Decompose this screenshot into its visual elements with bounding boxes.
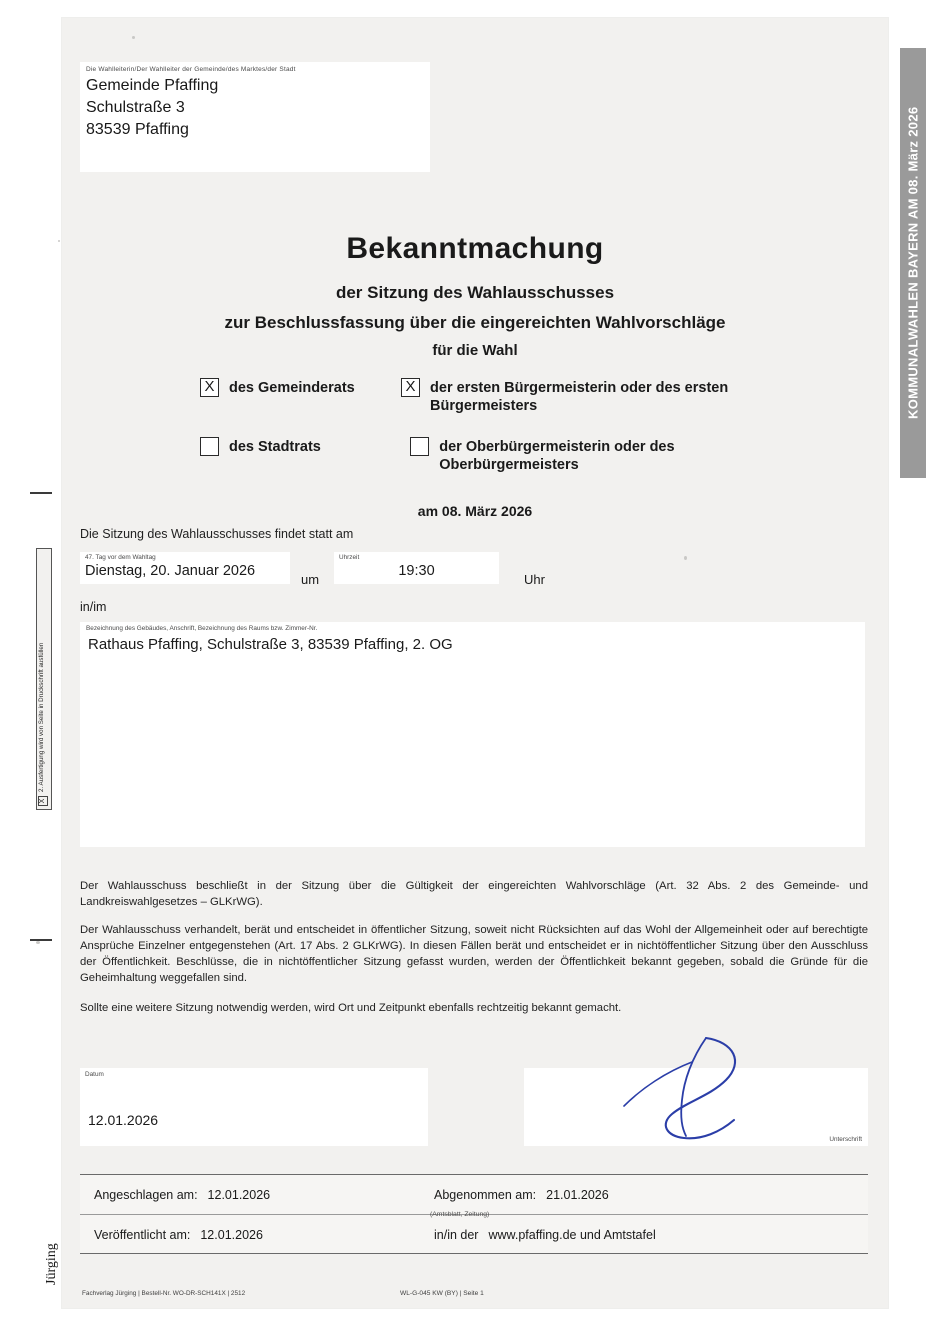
paragraph-3: Sollte eine weitere Sitzung notwendig werden, wird Ort und Zeitpunkt ebenfalls rechtzeitig bekannt gemacht. xyxy=(80,1002,622,1014)
address-line-2: Schulstraße 3 xyxy=(86,99,185,117)
election-date: am 08. März 2026 xyxy=(417,503,533,519)
session-intro: Die Sitzung des Wahlausschusses findet statt am xyxy=(80,527,354,541)
option-gemeinderat-label: des Gemeinderats xyxy=(229,380,355,396)
session-time-value: 19:30 xyxy=(398,563,435,579)
sender-address-block xyxy=(80,62,430,172)
session-time-hint: Uhrzeit xyxy=(339,554,360,561)
publication-note: (Amtsblatt, Zeitung) xyxy=(430,1211,490,1218)
vertical-banner-kommunalwahlen: KOMMUNALWAHLEN BAYERN AM 08. März 2026 xyxy=(900,48,926,478)
row2-col2 xyxy=(420,1228,656,1242)
option-row-1 xyxy=(200,378,740,415)
address-hint: Die Wahlleiterin/Der Wahlleiter der Gemeinde/des Marktes/der Stadt xyxy=(86,66,296,73)
signature-date-value: 12.01.2026 xyxy=(88,1112,159,1128)
address-line-3: 83539 Pfaffing xyxy=(86,121,189,139)
subtitle-2: zur Beschlussfassung über die eingereichten Wahlvorschläge xyxy=(224,313,726,332)
fold-mark xyxy=(30,939,52,941)
table-row xyxy=(80,1214,868,1254)
label-uhr: Uhr xyxy=(524,572,545,587)
option-erste-buergermeisterin-label: der ersten Bürgermeisterin oder des ersten Bürgermeisters xyxy=(430,380,729,415)
option-erste-buergermeisterin[interactable] xyxy=(401,378,740,415)
left-note-checkbox[interactable]: X xyxy=(38,796,48,806)
scan-speck xyxy=(36,941,40,944)
publisher-logo xyxy=(44,1215,66,1285)
session-day-hint: 47. Tag vor dem Wahltag xyxy=(85,554,156,561)
publisher-logo-text: Jürging xyxy=(44,1243,59,1285)
row1-value-1: 12.01.2026 xyxy=(207,1187,271,1202)
row1-label-1: Angeschlagen am: xyxy=(94,1187,198,1202)
row1-col2 xyxy=(420,1188,609,1202)
option-stadtrat[interactable] xyxy=(200,437,410,474)
row2-value-2: www.pfaffing.de und Amtstafel xyxy=(488,1227,656,1242)
footer-center: WL-G-045 KW (BY) | Seite 1 xyxy=(400,1290,484,1297)
signature-caption: Unterschrift xyxy=(829,1136,862,1143)
signature-field[interactable] xyxy=(524,1068,868,1146)
address-line-1: Gemeinde Pfaffing xyxy=(86,77,219,94)
session-time-field[interactable] xyxy=(334,552,499,584)
subtitle-1: der Sitzung des Wahlausschusses xyxy=(335,283,615,302)
election-type-options xyxy=(200,378,740,497)
subtitle-3: für die Wahl xyxy=(432,342,518,359)
checkbox-erste-buergermeisterin[interactable]: X xyxy=(401,378,420,397)
option-oberbuergermeisterin-label: der Oberbürgermeisterin oder des Oberbürgermeisters xyxy=(439,439,675,474)
label-in-im: in/im xyxy=(80,600,107,614)
option-row-2 xyxy=(200,437,740,474)
checkbox-gemeinderat[interactable]: X xyxy=(200,378,219,397)
option-gemeinderat[interactable] xyxy=(200,378,401,415)
scan-speck xyxy=(132,36,135,39)
session-day-value: Dienstag, 20. Januar 2026 xyxy=(85,563,256,579)
table-row xyxy=(80,1175,868,1214)
paragraph-1: Der Wahlausschuss beschließt in der Sitzung über die Gültigkeit der eingereichten Wahlvorschläge (Art. 32 Abs. 2 des Gemeinde- und Landkreiswahlgesetzes – GLKrWG). xyxy=(80,880,868,909)
signature-date-field[interactable] xyxy=(80,1068,428,1146)
checkbox-oberbuergermeisterin[interactable] xyxy=(410,437,429,456)
session-day-field[interactable] xyxy=(80,552,290,584)
row2-label-1: Veröffentlicht am: xyxy=(94,1227,191,1242)
session-location-value: Rathaus Pfaffing, Schulstraße 3, 83539 Pfaffing, 2. OG xyxy=(88,636,453,653)
row2-label-2: in/in der xyxy=(434,1227,479,1242)
session-location-field[interactable] xyxy=(80,622,865,847)
option-stadtrat-label: des Stadtrats xyxy=(229,439,321,456)
row2-value-1: 12.01.2026 xyxy=(200,1227,263,1242)
footer-left: Fachverlag Jürging | Bestell-Nr. WO-DR-SCH141X | 2512 xyxy=(82,1290,246,1297)
signature-date-hint: Datum xyxy=(85,1071,104,1078)
row1-value-2: 21.01.2026 xyxy=(546,1187,609,1202)
page-title: Bekanntmachung xyxy=(346,232,604,265)
label-um: um xyxy=(301,572,320,587)
left-note-text: 2. Ausfertigung wird von Seite in Druckschrift ausfüllen xyxy=(38,642,45,792)
fold-mark xyxy=(30,492,52,494)
scan-speck xyxy=(684,556,687,560)
checkbox-stadtrat[interactable] xyxy=(200,437,219,456)
vertical-note-left xyxy=(36,548,52,810)
handwritten-signature-icon xyxy=(594,1028,814,1148)
option-oberbuergermeisterin[interactable] xyxy=(410,437,740,474)
session-location-hint: Bezeichnung des Gebäudes, Anschrift, Bezeichnung des Raums bzw. Zimmer-Nr. xyxy=(86,625,318,632)
row1-label-2: Abgenommen am: xyxy=(434,1187,537,1202)
paragraph-2: Der Wahlausschuss verhandelt, berät und entscheidet in öffentlicher Sitzung, soweit nicht Rücksichten auf das Wohl der Allgemeinheit oder auf berechtigte Ansprüche Einzelner entgegenstehen (Art. 17 Abs. 2 GLKrWG). In diesen Fällen berät und entscheidet er in nichtöffentlicher Sitzung über den Ausschluss der Öffentlichkeit. Beschlüsse, die in nichtöffentlicher Sitzung gefasst wurden, werden der Öffentlichkeit bekannt gegeben, sobald die Gründe für die Geheimhaltung weggefallen sind. xyxy=(80,924,868,985)
